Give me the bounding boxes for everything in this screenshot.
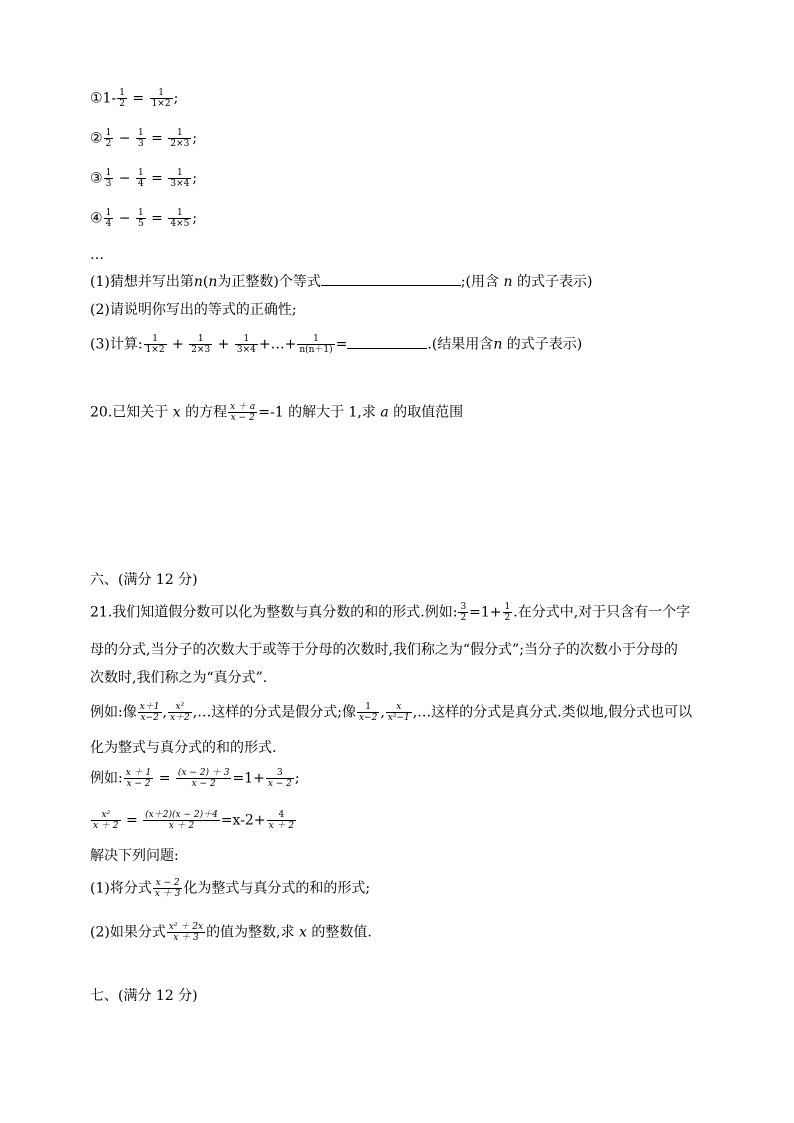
fraction: $\frac{1}{5}$ xyxy=(137,208,144,229)
section-6-heading: 六、(满分 12 分) xyxy=(90,572,198,588)
fraction: $\frac{1}{1\times 2}$ xyxy=(151,88,171,109)
fraction: $\frac{(x - 2) + 3}{x - 2}$ xyxy=(177,768,230,789)
fraction: $\frac{1}{3\times 4}$ xyxy=(236,334,256,355)
fraction: $\frac{1}{2}$ xyxy=(504,602,511,623)
fraction: $\frac{\text{x²}}{x+2}$ xyxy=(169,702,190,723)
fraction: $\frac{3}{x - 2}$ xyxy=(267,768,292,789)
problem-21-line-5: 化为整式与真分式的和的形式. xyxy=(90,740,277,756)
problem-21-line-1: 21.我们知道假分数可以化为整数与真分数的和的形式.例如: $\frac{3}{2}$ =1+ $\frac{1}{2}$ .在分式中,对于只含有一个字 xyxy=(90,602,691,623)
problem-21-example-2: $\frac{\text{x²}}{x + 2}$ = $\frac{(x+2)(x - 2)+4}{x + 2}$ =x-2+ $\frac{4}{x + 2}$ xyxy=(93,810,295,831)
fraction: $\frac{1}{3}$ xyxy=(137,128,144,149)
problem-20: 20.已知关于 x 的方程 $\frac{x + a}{x - 2}$ =-1 的解大于 1,求 a 的取值范围 xyxy=(90,402,464,423)
fraction: $\frac{x + a}{x - 2}$ xyxy=(230,402,256,423)
fraction: $\frac{3}{2}$ xyxy=(460,602,467,623)
fraction: $\frac{1}{2\times 3}$ xyxy=(170,128,190,149)
equation-prefix: ①1- xyxy=(90,90,117,107)
problem-21-task-2: (2)如果分式 $\frac{\text{x² ＋ 2x}}{x + 3}$ 的值为整数,求 x 的整数值. xyxy=(90,922,372,943)
fraction: $\frac{1}{4}$ xyxy=(137,168,144,189)
fraction: $\frac{1}{4}$ xyxy=(105,208,112,229)
fraction: $\frac{x - 2}{x + 3}$ xyxy=(154,878,181,899)
fraction: $\frac{1}{2}$ xyxy=(105,128,112,149)
fraction: $\frac{(x+2)(x - 2)+4}{x + 2}$ xyxy=(145,810,218,831)
fraction: $\frac{1}{1\times 2}$ xyxy=(145,334,165,355)
equation-4: ④ $\frac{1}{4}$ − $\frac{1}{5}$ = $\frac{1}{4\times 5}$ ; xyxy=(90,208,198,229)
fraction: $\frac{4}{x + 2}$ xyxy=(268,810,295,831)
problem-21-line-2: 母的分式,当分子的次数大于或等于分母的次数时,我们称之为“假分式”;当分子的次数小于分母的 xyxy=(90,642,678,658)
answer-blank[interactable] xyxy=(347,336,427,349)
fraction: $\frac{x + 1}{x - 2}$ xyxy=(125,768,152,789)
question-3: (3)计算: $\frac{1}{1\times 2}$ + $\frac{1}{2\times 3}$ + $\frac{1}{3\times 4}$ +…+ $\frac{1}{n(n+1)}$ = .(结果用含n 的式子表示) xyxy=(90,334,583,355)
fraction: $\frac{1}{2\times 3}$ xyxy=(191,334,211,355)
fraction: $\frac{1}{n(n+1)}$ xyxy=(299,334,333,355)
equation-1: ①1- $\frac{1}{2}$ = $\frac{1}{1\times 2}$ ; xyxy=(90,88,179,109)
equation-2: ② $\frac{1}{2}$ − $\frac{1}{3}$ = $\frac{1}{2\times 3}$ ; xyxy=(90,128,198,149)
fraction: $\frac{1}{x-2}$ xyxy=(358,702,378,723)
fraction: $\frac{\text{x²}}{x + 2}$ xyxy=(93,810,119,831)
problem-21-tasks-heading: 解决下列问题: xyxy=(90,848,179,864)
fraction: $\frac{1}{3}$ xyxy=(105,168,112,189)
question-2: (2)请说明你写出的等式的正确性; xyxy=(90,302,297,318)
fraction: $\frac{1}{2}$ xyxy=(119,88,125,109)
ellipsis: … xyxy=(90,247,104,263)
problem-21-example-1: 例如: $\frac{x + 1}{x - 2}$ = $\frac{(x - 2) + 3}{x - 2}$ =1+ $\frac{3}{x - 2}$ ; xyxy=(90,768,300,789)
fraction: $\frac{1}{4\times 5}$ xyxy=(170,208,190,229)
section-7-heading: 七、(满分 12 分) xyxy=(90,988,198,1004)
equals-sign: = xyxy=(132,90,145,107)
problem-21-line-3: 次数时,我们称之为“真分式”. xyxy=(90,670,268,686)
fraction: $\frac{1}{3\times 4}$ xyxy=(170,168,190,189)
problem-21-task-1: (1)将分式 $\frac{x - 2}{x + 3}$ 化为整式与真分式的和的形式; xyxy=(90,878,371,899)
fraction: $\frac{\text{x² ＋ 2x}}{x + 3}$ xyxy=(168,922,204,943)
answer-blank[interactable] xyxy=(321,273,461,286)
question-1: (1)猜想并写出第n(n为正整数)个等式 ;(用含 n 的式子表示) xyxy=(90,274,593,290)
problem-21-line-4: 例如:像 $\frac{x+1}{x-2}$ , $\frac{\text{x²}}{x+2}$ ,…这样的分式是假分式;像 $\frac{1}{x-2}$ , $\frac{x}{\text{x²−1}}$ ,…这样的分式是真分式.类似地,假分式也可以 xyxy=(90,702,693,723)
equation-3: ③ $\frac{1}{3}$ − $\frac{1}{4}$ = $\frac{1}{3\times 4}$ ; xyxy=(90,168,198,189)
fraction: $\frac{x+1}{x-2}$ xyxy=(139,702,160,723)
fraction: $\frac{x}{\text{x²−1}}$ xyxy=(387,702,410,723)
